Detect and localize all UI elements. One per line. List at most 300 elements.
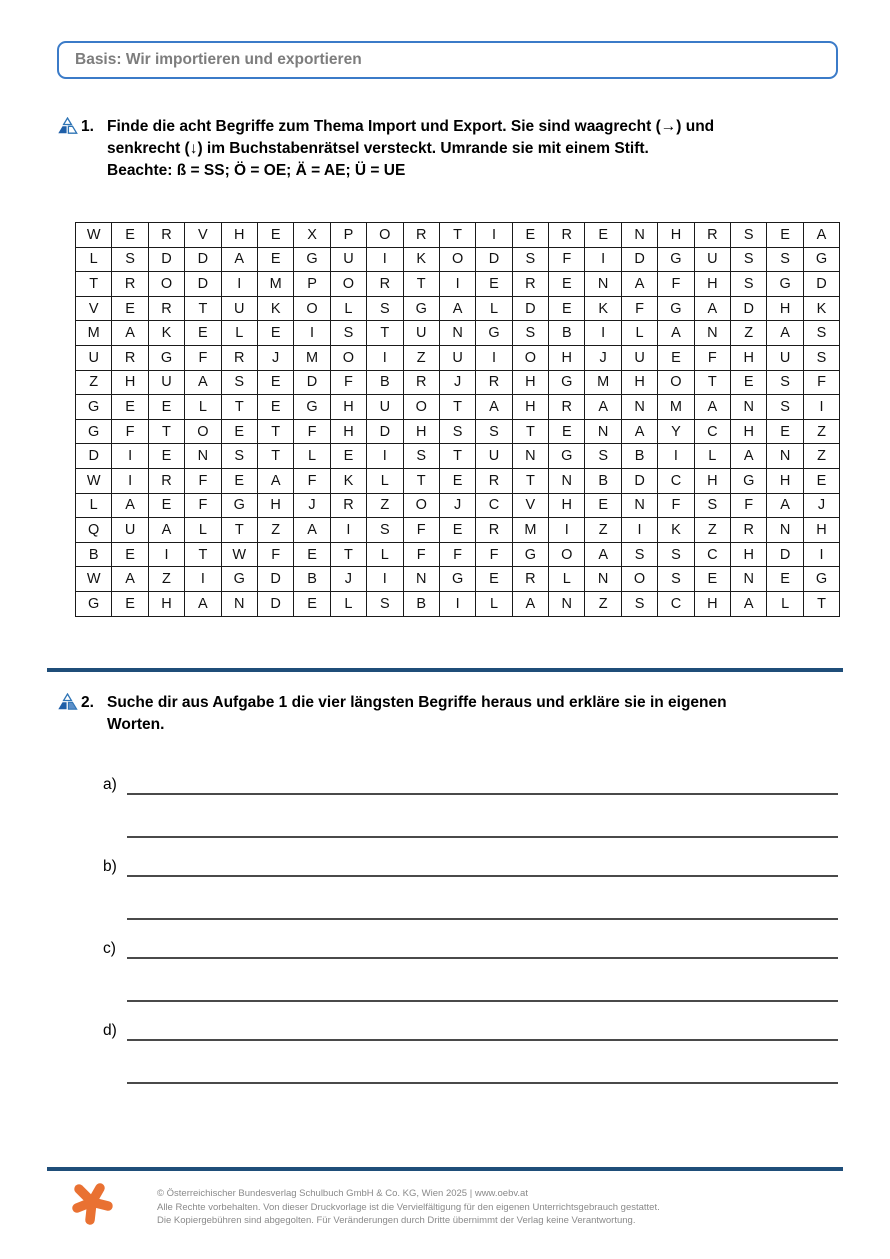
grid-cell: J — [330, 567, 366, 592]
grid-cell: N — [512, 444, 548, 469]
grid-cell: A — [294, 518, 330, 543]
grid-cell: B — [76, 542, 112, 567]
grid-cell: G — [767, 272, 803, 297]
grid-cell: I — [294, 321, 330, 346]
answer-write-line — [127, 836, 838, 838]
grid-cell: V — [512, 493, 548, 518]
grid-cell: G — [403, 296, 439, 321]
footer-divider — [47, 1167, 843, 1171]
grid-cell: I — [439, 272, 475, 297]
grid-cell: O — [549, 542, 585, 567]
grid-cell: E — [112, 395, 148, 420]
grid-row — [76, 395, 840, 420]
grid-cell: A — [476, 395, 512, 420]
grid-cell: X — [294, 223, 330, 248]
grid-cell: L — [185, 395, 221, 420]
grid-cell: A — [512, 591, 548, 616]
grid-cell: N — [731, 395, 767, 420]
grid-cell: N — [621, 223, 657, 248]
grid-cell: S — [585, 444, 621, 469]
worksheet-title: Basis: Wir importieren und exportieren — [75, 51, 362, 68]
grid-cell: R — [403, 370, 439, 395]
grid-cell: E — [148, 395, 184, 420]
grid-cell: J — [803, 493, 839, 518]
grid-cell: E — [112, 296, 148, 321]
grid-cell: B — [294, 567, 330, 592]
grid-cell: S — [621, 542, 657, 567]
grid-cell: S — [367, 591, 403, 616]
grid-cell: K — [330, 468, 366, 493]
grid-cell: A — [257, 468, 293, 493]
grid-cell: Z — [731, 321, 767, 346]
grid-cell: H — [731, 542, 767, 567]
grid-cell: H — [549, 345, 585, 370]
grid-cell: R — [694, 223, 730, 248]
grid-cell: F — [294, 419, 330, 444]
grid-cell: G — [76, 395, 112, 420]
grid-cell: H — [112, 370, 148, 395]
grid-cell: N — [585, 272, 621, 297]
footer-copyright — [157, 1187, 660, 1228]
grid-cell: I — [330, 518, 366, 543]
answer-block-a — [0, 776, 890, 842]
grid-row — [76, 468, 840, 493]
grid-cell: E — [257, 247, 293, 272]
grid-cell: D — [367, 419, 403, 444]
grid-cell: S — [403, 444, 439, 469]
grid-row — [76, 370, 840, 395]
grid-row — [76, 296, 840, 321]
letter-grid-table — [75, 222, 840, 617]
grid-cell: E — [257, 223, 293, 248]
grid-cell: I — [658, 444, 694, 469]
answer-label-d: d) — [103, 1022, 117, 1039]
grid-cell: S — [112, 247, 148, 272]
grid-cell: N — [767, 444, 803, 469]
grid-cell: T — [221, 395, 257, 420]
answer-write-line — [127, 793, 838, 795]
answer-label-c: c) — [103, 940, 116, 957]
grid-cell: L — [767, 591, 803, 616]
grid-cell: O — [439, 247, 475, 272]
task-2-number: 2. — [81, 694, 94, 711]
grid-cell: H — [403, 419, 439, 444]
grid-cell: G — [76, 419, 112, 444]
grid-cell: S — [439, 419, 475, 444]
grid-cell: F — [112, 419, 148, 444]
grid-cell: E — [439, 468, 475, 493]
grid-cell: R — [221, 345, 257, 370]
grid-cell: D — [257, 567, 293, 592]
grid-cell: O — [403, 395, 439, 420]
grid-cell: T — [367, 321, 403, 346]
grid-cell: T — [221, 518, 257, 543]
grid-cell: T — [148, 419, 184, 444]
grid-cell: E — [549, 272, 585, 297]
grid-cell: E — [257, 321, 293, 346]
grid-cell: A — [767, 493, 803, 518]
grid-cell: N — [221, 591, 257, 616]
grid-cell: H — [658, 223, 694, 248]
grid-cell: L — [476, 591, 512, 616]
worksheet-title-box — [57, 41, 838, 79]
grid-cell: L — [367, 542, 403, 567]
grid-cell: G — [221, 567, 257, 592]
grid-cell: A — [112, 493, 148, 518]
grid-cell: R — [549, 395, 585, 420]
grid-cell: T — [257, 419, 293, 444]
grid-cell: E — [476, 272, 512, 297]
grid-cell: E — [221, 468, 257, 493]
grid-cell: S — [767, 370, 803, 395]
grid-cell: U — [476, 444, 512, 469]
grid-cell: H — [694, 468, 730, 493]
footer-line-1: © Österreichischer Bundesverlag Schulbuch GmbH & Co. KG, Wien 2025 | www.oebv.at — [157, 1188, 528, 1199]
grid-cell: D — [767, 542, 803, 567]
grid-cell: M — [585, 370, 621, 395]
grid-cell: F — [257, 542, 293, 567]
grid-cell: W — [76, 567, 112, 592]
grid-cell: S — [658, 567, 694, 592]
grid-cell: G — [512, 542, 548, 567]
grid-cell: L — [621, 321, 657, 346]
grid-cell: I — [367, 247, 403, 272]
grid-cell: Z — [76, 370, 112, 395]
grid-cell: R — [512, 567, 548, 592]
grid-cell: M — [512, 518, 548, 543]
grid-cell: A — [221, 247, 257, 272]
grid-cell: I — [476, 345, 512, 370]
grid-cell: I — [803, 395, 839, 420]
grid-cell: E — [294, 591, 330, 616]
grid-cell: T — [439, 223, 475, 248]
grid-cell: H — [512, 395, 548, 420]
word-search-grid — [75, 222, 840, 617]
grid-cell: S — [512, 247, 548, 272]
grid-cell: Z — [694, 518, 730, 543]
grid-cell: L — [185, 518, 221, 543]
grid-row — [76, 247, 840, 272]
grid-cell: R — [403, 223, 439, 248]
grid-cell: R — [148, 223, 184, 248]
grid-cell: V — [185, 223, 221, 248]
grid-cell: J — [257, 345, 293, 370]
grid-cell: D — [476, 247, 512, 272]
grid-cell: R — [731, 518, 767, 543]
grid-cell: I — [439, 591, 475, 616]
grid-cell: A — [803, 223, 839, 248]
grid-cell: H — [803, 518, 839, 543]
grid-cell: H — [767, 296, 803, 321]
grid-cell: G — [658, 247, 694, 272]
grid-cell: H — [549, 493, 585, 518]
grid-cell: S — [767, 395, 803, 420]
grid-cell: I — [549, 518, 585, 543]
grid-cell: N — [403, 567, 439, 592]
grid-cell: I — [221, 272, 257, 297]
grid-cell: J — [294, 493, 330, 518]
grid-cell: E — [585, 223, 621, 248]
grid-cell: F — [185, 468, 221, 493]
grid-cell: Z — [585, 518, 621, 543]
grid-cell: K — [585, 296, 621, 321]
grid-cell: E — [512, 223, 548, 248]
grid-cell: U — [694, 247, 730, 272]
grid-cell: T — [439, 444, 475, 469]
grid-cell: R — [330, 493, 366, 518]
grid-cell: C — [694, 542, 730, 567]
grid-cell: S — [512, 321, 548, 346]
grid-cell: R — [512, 272, 548, 297]
grid-cell: W — [221, 542, 257, 567]
grid-cell: H — [512, 370, 548, 395]
grid-cell: V — [76, 296, 112, 321]
grid-cell: M — [257, 272, 293, 297]
grid-cell: L — [221, 321, 257, 346]
grid-cell: O — [294, 296, 330, 321]
grid-cell: G — [476, 321, 512, 346]
grid-cell: L — [476, 296, 512, 321]
grid-cell: Z — [803, 419, 839, 444]
grid-cell: E — [476, 567, 512, 592]
grid-cell: M — [294, 345, 330, 370]
grid-cell: D — [512, 296, 548, 321]
grid-cell: Z — [257, 518, 293, 543]
grid-cell: F — [330, 370, 366, 395]
grid-cell: Z — [367, 493, 403, 518]
grid-cell: F — [403, 518, 439, 543]
grid-cell: W — [76, 468, 112, 493]
grid-cell: G — [294, 247, 330, 272]
answer-write-line — [127, 1039, 838, 1041]
grid-cell: E — [112, 591, 148, 616]
grid-cell: O — [658, 370, 694, 395]
grid-cell: E — [294, 542, 330, 567]
answer-label-a: a) — [103, 776, 117, 793]
grid-cell: T — [512, 419, 548, 444]
grid-cell: P — [330, 223, 366, 248]
grid-cell: N — [549, 468, 585, 493]
grid-cell: E — [112, 542, 148, 567]
grid-cell: O — [330, 345, 366, 370]
grid-cell: H — [330, 395, 366, 420]
grid-row — [76, 542, 840, 567]
grid-cell: D — [803, 272, 839, 297]
grid-row — [76, 272, 840, 297]
grid-cell: S — [803, 321, 839, 346]
grid-cell: U — [621, 345, 657, 370]
grid-cell: T — [185, 542, 221, 567]
grid-cell: U — [403, 321, 439, 346]
grid-cell: E — [549, 419, 585, 444]
grid-cell: D — [621, 247, 657, 272]
grid-cell: S — [367, 518, 403, 543]
grid-cell: I — [112, 468, 148, 493]
grid-cell: E — [330, 444, 366, 469]
grid-row — [76, 223, 840, 248]
grid-cell: R — [112, 272, 148, 297]
grid-cell: C — [476, 493, 512, 518]
grid-cell: B — [367, 370, 403, 395]
task-1-number: 1. — [81, 118, 94, 135]
grid-cell: D — [294, 370, 330, 395]
grid-cell: J — [439, 493, 475, 518]
grid-cell: F — [621, 296, 657, 321]
grid-cell: A — [621, 272, 657, 297]
grid-cell: F — [185, 493, 221, 518]
grid-cell: N — [731, 567, 767, 592]
grid-row — [76, 591, 840, 616]
grid-cell: A — [694, 296, 730, 321]
grid-cell: Q — [76, 518, 112, 543]
grid-cell: H — [731, 345, 767, 370]
grid-cell: F — [731, 493, 767, 518]
grid-cell: F — [658, 493, 694, 518]
grid-cell: L — [76, 247, 112, 272]
grid-cell: K — [403, 247, 439, 272]
grid-cell: N — [621, 493, 657, 518]
grid-cell: Y — [658, 419, 694, 444]
grid-cell: J — [585, 345, 621, 370]
grid-cell: K — [658, 518, 694, 543]
grid-cell: N — [185, 444, 221, 469]
grid-cell: H — [694, 591, 730, 616]
oebv-logo-icon — [70, 1180, 116, 1233]
grid-cell: I — [112, 444, 148, 469]
grid-cell: F — [185, 345, 221, 370]
grid-cell: H — [694, 272, 730, 297]
grid-cell: E — [767, 223, 803, 248]
grid-cell: G — [148, 345, 184, 370]
grid-cell: A — [585, 542, 621, 567]
grid-cell: D — [148, 247, 184, 272]
answer-write-line — [127, 1000, 838, 1002]
grid-cell: R — [476, 518, 512, 543]
grid-cell: C — [658, 468, 694, 493]
grid-cell: U — [112, 518, 148, 543]
grid-cell: E — [585, 493, 621, 518]
grid-cell: U — [76, 345, 112, 370]
grid-row — [76, 493, 840, 518]
grid-cell: G — [731, 468, 767, 493]
grid-cell: N — [585, 419, 621, 444]
grid-cell: I — [803, 542, 839, 567]
grid-cell: T — [403, 272, 439, 297]
answer-block-b — [0, 858, 890, 924]
grid-cell: S — [731, 247, 767, 272]
grid-cell: B — [585, 468, 621, 493]
grid-cell: Z — [403, 345, 439, 370]
grid-cell: C — [694, 419, 730, 444]
grid-cell: U — [367, 395, 403, 420]
footer-line-2: Alle Rechte vorbehalten. Von dieser Druckvorlage ist die Vervielfältigung für den eigenen Unterrichtsgebrauch gestattet. — [157, 1201, 660, 1213]
grid-cell: A — [694, 395, 730, 420]
grid-cell: T — [694, 370, 730, 395]
grid-cell: N — [621, 395, 657, 420]
grid-cell: L — [76, 493, 112, 518]
difficulty-pyramid-icon — [57, 693, 78, 715]
grid-cell: S — [476, 419, 512, 444]
task-2-text — [107, 692, 842, 736]
grid-cell: I — [185, 567, 221, 592]
grid-cell: D — [76, 444, 112, 469]
grid-cell: L — [367, 468, 403, 493]
grid-cell: A — [767, 321, 803, 346]
grid-cell: E — [148, 444, 184, 469]
grid-cell: S — [330, 321, 366, 346]
grid-cell: G — [221, 493, 257, 518]
grid-cell: O — [367, 223, 403, 248]
grid-row — [76, 345, 840, 370]
grid-cell: H — [330, 419, 366, 444]
grid-cell: A — [112, 567, 148, 592]
grid-cell: H — [148, 591, 184, 616]
grid-cell: T — [185, 296, 221, 321]
grid-cell: S — [731, 223, 767, 248]
grid-cell: R — [148, 468, 184, 493]
answer-write-line — [127, 1082, 838, 1084]
grid-cell: S — [221, 444, 257, 469]
grid-cell: I — [476, 223, 512, 248]
grid-cell: G — [294, 395, 330, 420]
grid-cell: N — [439, 321, 475, 346]
grid-cell: D — [621, 468, 657, 493]
grid-cell: Z — [803, 444, 839, 469]
answer-write-line — [127, 918, 838, 920]
grid-cell: I — [367, 345, 403, 370]
grid-cell: H — [621, 370, 657, 395]
grid-cell: L — [294, 444, 330, 469]
grid-row — [76, 444, 840, 469]
grid-cell: L — [549, 567, 585, 592]
grid-cell: T — [76, 272, 112, 297]
grid-cell: A — [148, 518, 184, 543]
grid-cell: D — [257, 591, 293, 616]
grid-cell: N — [767, 518, 803, 543]
grid-cell: G — [803, 567, 839, 592]
grid-cell: R — [476, 370, 512, 395]
grid-cell: U — [767, 345, 803, 370]
grid-cell: R — [549, 223, 585, 248]
grid-cell: N — [585, 567, 621, 592]
grid-cell: T — [803, 591, 839, 616]
grid-cell: U — [148, 370, 184, 395]
grid-cell: E — [731, 370, 767, 395]
grid-cell: E — [658, 345, 694, 370]
grid-cell: E — [148, 493, 184, 518]
grid-cell: N — [549, 591, 585, 616]
grid-cell: K — [803, 296, 839, 321]
answer-block-d — [0, 1022, 890, 1088]
grid-row — [76, 567, 840, 592]
grid-cell: W — [76, 223, 112, 248]
grid-cell: E — [767, 567, 803, 592]
grid-cell: R — [476, 468, 512, 493]
grid-cell: G — [549, 444, 585, 469]
grid-cell: S — [367, 296, 403, 321]
grid-cell: B — [549, 321, 585, 346]
grid-cell: A — [731, 444, 767, 469]
grid-cell: A — [658, 321, 694, 346]
grid-cell: Z — [585, 591, 621, 616]
task-1-text — [107, 116, 842, 182]
grid-cell: R — [148, 296, 184, 321]
grid-cell: B — [403, 591, 439, 616]
grid-cell: T — [439, 395, 475, 420]
grid-cell: G — [549, 370, 585, 395]
grid-cell: A — [731, 591, 767, 616]
grid-cell: T — [330, 542, 366, 567]
